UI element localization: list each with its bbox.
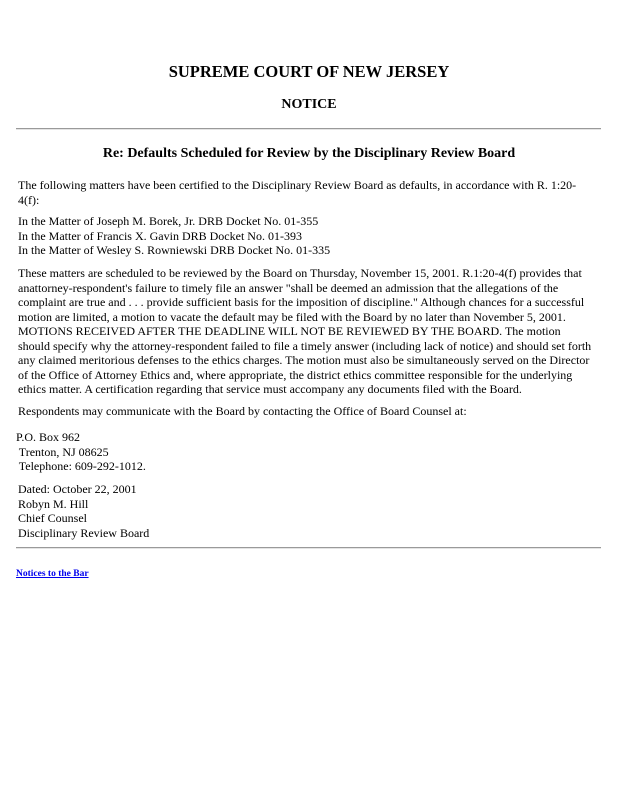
paragraph-line: MOTIONS RECEIVED AFTER THE DEADLINE WILL NOT BE REVIEWED BY THE BOARD. The motion <box>18 324 561 338</box>
contact-paragraph <box>18 404 600 419</box>
signature-name: Robyn M. Hill <box>18 496 89 511</box>
matters-list <box>18 214 600 258</box>
address-line: Telephone: 609-292-1012. <box>16 459 146 473</box>
signature-organization: Disciplinary Review Board <box>18 525 150 540</box>
mailing-address <box>16 430 598 474</box>
signature-date: Dated: October 22, 2001 <box>18 482 137 496</box>
paragraph-line: should specify why the attorney-respondent failed to file a timely answer (including lack of notice) and should set forth <box>18 338 592 353</box>
signature-title: Chief Counsel <box>18 511 87 525</box>
signature-block <box>18 482 600 540</box>
subject-heading: Re: Defaults Scheduled for Review by the Disciplinary Review Board <box>102 146 516 161</box>
paragraph-line: anattorney-respondent's failure to timely file an answer "shall be deemed an admission that the allegations of the <box>18 280 559 295</box>
paragraph-line: of the Office of Attorney Ethics and, where appropriate, the district ethics committee responsible for the underlying <box>18 367 573 382</box>
paragraph-line: complaint are true and . . . provide sufficient basis for the imposition of discipline." Although chances for a successful <box>18 295 585 309</box>
top-divider <box>16 128 601 130</box>
paragraph-line: These matters are scheduled to be reviewed by the Board on Thursday, November 15, 2001. R.1:20-4(f) provides that <box>18 266 582 280</box>
matter-item: In the Matter of Francis X. Gavin DRB Docket No. 01-393 <box>18 228 302 243</box>
intro-paragraph <box>18 178 600 207</box>
matter-item: In the Matter of Wesley S. Rowniewski DRB Docket No. 01-335 <box>18 243 331 257</box>
paragraph-line: any claimed meritorious defenses to the ethics charges. The motion must also be simultaneously served on the Director <box>18 353 590 367</box>
bottom-divider <box>16 547 601 549</box>
review-paragraph <box>18 266 604 397</box>
paragraph-line: motion are limited, a motion to vacate the default may be filed with the Board by no later than November 5, 2001. <box>18 309 566 324</box>
intro-line: The following matters have been certified to the Disciplinary Review Board as defaults, in accordance with R. 1:20- <box>18 178 577 192</box>
court-title: SUPREME COURT OF NEW JERSEY <box>168 62 450 81</box>
matter-item: In the Matter of Joseph M. Borek, Jr. DRB Docket No. 01-355 <box>18 214 319 228</box>
notice-heading: NOTICE <box>281 97 337 112</box>
address-line: P.O. Box 962 <box>16 430 81 444</box>
intro-line: 4(f): <box>18 192 40 207</box>
notices-to-the-bar-link[interactable]: Notices to the Bar <box>16 569 89 579</box>
paragraph-line: ethics matter. A certification regarding that service must accompany any documents filed with the Board. <box>18 382 522 396</box>
address-line: Trenton, NJ 08625 <box>16 444 109 459</box>
contact-line: Respondents may communicate with the Board by contacting the Office of Board Counsel at: <box>18 404 467 418</box>
